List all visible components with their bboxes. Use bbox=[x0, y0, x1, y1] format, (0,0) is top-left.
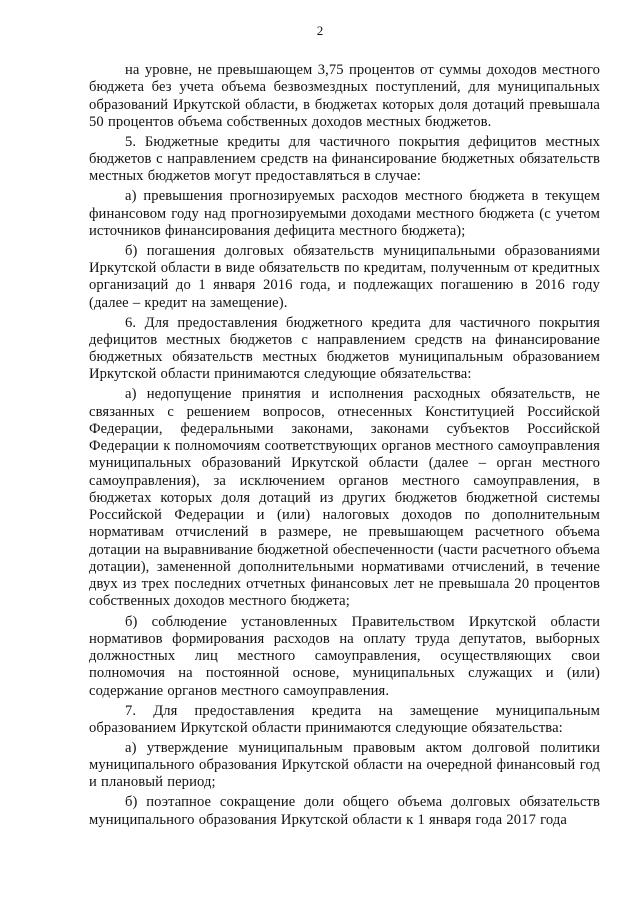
paragraph-item-7a: а) утверждение муниципальным правовым актом долговой политики муниципального образования Иркутской области на очередной финансовый год и плановый период; bbox=[89, 739, 600, 791]
document-body bbox=[89, 62, 600, 832]
paragraph-item-5a: а) превышения прогнозируемых расходов местного бюджета в текущем финансовом году над прогнозируемыми доходами местного бюджета (с учетом источников финансирования дефицита местного бюджета); bbox=[89, 188, 600, 239]
page-number: 2 bbox=[316, 23, 324, 38]
paragraph-item-6b: б) соблюдение установленных Правительством Иркутской области нормативов формирования расходов на оплату труда депутатов, выборных должностных лиц местного самоуправления, осуществляющих свои полномочия на постоянной основе, муниципальных служащих и (или) содержание органов местного самоуправления. bbox=[89, 613, 600, 699]
paragraph-item-5: 5. Бюджетные кредиты для частичного покрытия дефицитов местных бюджетов с направлением средств на финансирование бюджетных обязательств местных бюджетов могут предоставляться в случае: bbox=[89, 133, 600, 185]
paragraph-item-6: 6. Для предоставления бюджетного кредита для частичного покрытия дефицитов местных бюджетов с направлением средств на финансирование бюджетных обязательств местных бюджетов муниципальным образованием Иркутской области принимаются следующие обязательства: bbox=[89, 314, 600, 383]
paragraph-item-6a: а) недопущение принятия и исполнения расходных обязательств, не связанных с решением вопросов, отнесенных Конституцией Российской Федерации, федеральными законами, законами субъектов Российской Федерации к полномочиям соответствующих органов местного самоуправления муниципальных образований Иркутской области (далее – орган местного самоуправления), за исключением органов местного самоуправления, в бюджетах которых доля дотаций из других бюджетов бюджетной системы Российской Федерации и (или) налоговых доходов по дополнительным нормативам отчислений в размере, не превышающем расчетного объема дотации на выравнивание бюджетной обеспеченности (части расчетного объема дотации), замененной дополнительными нормативами отчислений, в течение двух из трех последних отчетных финансовых лет не превышала 20 процентов собственных доходов местного бюджета; bbox=[89, 386, 600, 610]
paragraph-continuation: на уровне, не превышающем 3,75 процентов от суммы доходов местного бюджета без учета объема безвозмездных поступлений, для муниципальных образований Иркутской области, в бюджетах которых доля дотаций превышала 50 процентов объема собственных доходов местных бюджетов. bbox=[89, 62, 600, 130]
paragraph-item-7: 7. Для предоставления кредита на замещение муниципальным образованием Иркутской области принимаются следующие обязательства: bbox=[89, 702, 600, 736]
paragraph-item-5b: б) погашения долговых обязательств муниципальными образованиями Иркутской области в виде обязательств по кредитам, полученным от кредитных организаций до 1 января 2016 года, и подлежащих погашению в 2016 году (далее – кредит на замещение). bbox=[89, 242, 600, 311]
paragraph-item-7b: б) поэтапное сокращение доли общего объема долговых обязательств муниципального образования Иркутской области к 1 января года 2017 года bbox=[89, 794, 600, 828]
